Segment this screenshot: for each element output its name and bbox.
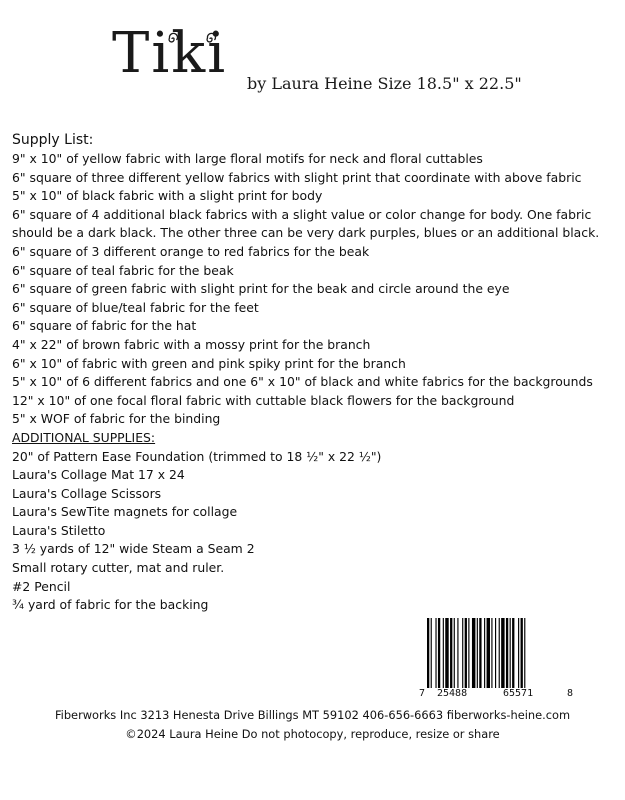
footer-copyright: ©2024 Laura Heine Do not photocopy, reproduce, resize or share	[125, 727, 500, 741]
list-item: 6" square of blue/teal fabric for the feet	[12, 299, 259, 315]
barcode-bar	[427, 618, 429, 688]
list-item: 9" x 10" of yellow fabric with large floral motifs for neck and floral cuttables	[12, 151, 483, 166]
barcode-bar	[518, 618, 519, 688]
barcode-bar	[443, 618, 444, 688]
swirl-ornament-icon	[166, 32, 180, 46]
barcode-bar	[484, 618, 485, 688]
list-item: 4" x 22" of brown fabric with a mossy print for the branch	[12, 336, 371, 352]
barcode-bar	[521, 618, 523, 688]
list-item: 6" square of green fabric with slight print for the beak and circle around the eye	[12, 281, 510, 297]
list-item: Laura's Collage Scissors	[12, 485, 162, 501]
list-item: Small rotary cutter, mat and ruler.	[12, 560, 225, 576]
barcode-bar	[435, 618, 436, 688]
supply-list	[12, 130, 612, 615]
list-item: 20" of Pattern Ease Foundation (trimmed to 18 ½" x 22 ½")	[12, 448, 382, 464]
list-item: 6" square of 4 additional black fabrics with a slight value or color change for body. One fabric should be a dark black. The other three can be very dark purples, blues or an additional black.	[12, 206, 600, 241]
barcode-bar	[477, 618, 478, 688]
barcode-bar	[487, 618, 490, 688]
list-item: 6" square of fabric for the hat	[12, 318, 197, 334]
barcode-bar	[501, 618, 504, 688]
barcode-bar	[510, 618, 511, 688]
list-item: Laura's SewTite magnets for collage	[12, 504, 238, 520]
barcode-bar	[457, 618, 458, 688]
list-item: 6" square of 3 different orange to red fabrics for the beak	[12, 243, 370, 259]
barcode-bar	[445, 618, 448, 688]
additional-supplies-heading: ADDITIONAL SUPPLIES:	[12, 429, 156, 445]
barcode-digits-group-1: 25488	[437, 688, 468, 699]
list-item: 5" x 10" of black fabric with a slight print for body	[12, 188, 323, 204]
barcode	[427, 618, 570, 688]
barcode-bar	[524, 618, 525, 688]
barcode-bar	[491, 618, 492, 688]
barcode-bar	[438, 618, 440, 688]
barcode-bar	[512, 618, 514, 688]
list-item: 6" square of three different yellow fabrics with slight print that coordinate with above fabric	[12, 169, 582, 185]
list-item: Laura's Stiletto	[12, 522, 106, 538]
list-item: ¾ yard of fabric for the backing	[12, 597, 209, 613]
list-item: 6" square of teal fabric for the beak	[12, 262, 234, 278]
list-item: 5" x 10" of 6 different fabrics and one 6" x 10" of black and white fabrics for the backgrounds	[12, 374, 593, 390]
barcode-bar	[495, 618, 496, 688]
swirl-ornament-icon	[204, 32, 218, 46]
barcode-bar	[465, 618, 467, 688]
list-item: #2 Pencil	[12, 578, 71, 594]
barcode-digit-right: 8	[567, 688, 574, 699]
list-item: 6" x 10" of fabric with green and pink spiky print for the branch	[12, 355, 406, 371]
barcode-bar	[431, 618, 432, 688]
header	[0, 0, 625, 130]
barcode-bar	[506, 618, 508, 688]
barcode-bar	[454, 618, 455, 688]
list-item: 12" x 10" of one focal floral fabric with cuttable black flowers for the background	[12, 392, 515, 408]
barcode-bar	[468, 618, 469, 688]
barcode-bar	[462, 618, 463, 688]
barcode-digits-group-2: 65571	[503, 688, 534, 699]
barcode-bar	[450, 618, 452, 688]
barcode-bar	[499, 618, 500, 688]
footer-address: Fiberworks Inc 3213 Henesta Drive Billings MT 59102 406-656-6663 fiberworks-heine.com	[54, 708, 571, 722]
pattern-subtitle: by Laura Heine Size 18.5" x 22.5"	[247, 74, 522, 93]
barcode-digit-left: 7	[419, 688, 426, 699]
supply-list-heading: Supply List:	[12, 132, 94, 148]
list-item: 5" x WOF of fabric for the binding	[12, 411, 221, 427]
barcode-bar	[479, 618, 481, 688]
list-item: Laura's Collage Mat 17 x 24	[12, 467, 185, 483]
barcode-bar	[472, 618, 475, 688]
list-item: 3 ½ yards of 12" wide Steam a Seam 2	[12, 541, 255, 557]
pattern-title: Tiki	[112, 21, 228, 86]
